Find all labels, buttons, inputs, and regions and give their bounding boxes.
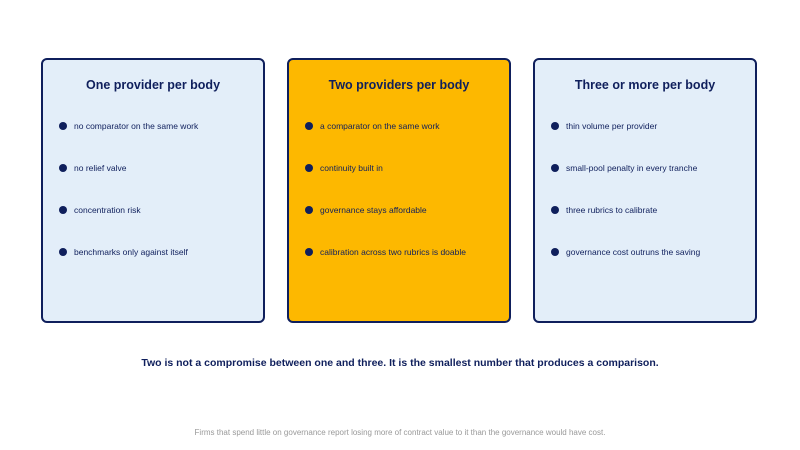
- list-item: [305, 162, 499, 204]
- bullet-dot-icon: [59, 206, 67, 214]
- list-item-label: no comparator on the same work: [74, 121, 199, 131]
- bullet-dot-icon: [59, 164, 67, 172]
- bullet-dot-icon: [551, 164, 559, 172]
- list-item-label: small-pool penalty in every tranche: [566, 163, 698, 173]
- card-list: [305, 120, 499, 288]
- list-item-label: continuity built in: [320, 163, 383, 173]
- list-item-label: governance stays affordable: [320, 205, 427, 215]
- list-item-label: three rubrics to calibrate: [566, 205, 658, 215]
- list-item: [59, 120, 253, 162]
- headline: Two is not a compromise between one and three. It is the smallest number that produces a comparison.: [141, 357, 659, 369]
- list-item-label: governance cost outruns the saving: [566, 247, 701, 257]
- card-title: Three or more per body: [574, 78, 716, 92]
- bullet-dot-icon: [305, 248, 313, 256]
- bullet-dot-icon: [59, 122, 67, 130]
- list-item: [551, 246, 745, 288]
- list-item-label: calibration across two rubrics is doable: [320, 247, 466, 257]
- list-item: [305, 246, 499, 288]
- bullet-dot-icon: [305, 122, 313, 130]
- card-one-provider: [41, 58, 265, 323]
- list-item-label: a comparator on the same work: [320, 121, 440, 131]
- list-item-label: no relief valve: [74, 163, 127, 173]
- card-list: [59, 120, 253, 288]
- list-item: [305, 120, 499, 162]
- footnote: Firms that spend little on governance report losing more of contract value to it than the governance would have cost.: [194, 428, 606, 437]
- card-three-or-more: [533, 58, 757, 323]
- card-title: Two providers per body: [328, 78, 470, 92]
- bullet-dot-icon: [305, 164, 313, 172]
- bullet-dot-icon: [551, 248, 559, 256]
- list-item-label: benchmarks only against itself: [74, 247, 188, 257]
- list-item-label: concentration risk: [74, 205, 141, 215]
- list-item: [59, 162, 253, 204]
- list-item: [59, 204, 253, 246]
- card-title: One provider per body: [85, 78, 221, 92]
- bullet-dot-icon: [59, 248, 67, 256]
- list-item: [551, 204, 745, 246]
- list-item-label: thin volume per provider: [566, 121, 658, 131]
- list-item: [551, 162, 745, 204]
- bullet-dot-icon: [305, 206, 313, 214]
- bullet-dot-icon: [551, 206, 559, 214]
- list-item: [305, 204, 499, 246]
- card-list: [551, 120, 745, 288]
- list-item: [551, 120, 745, 162]
- list-item: [59, 246, 253, 288]
- card-two-providers: [287, 58, 511, 323]
- bullet-dot-icon: [551, 122, 559, 130]
